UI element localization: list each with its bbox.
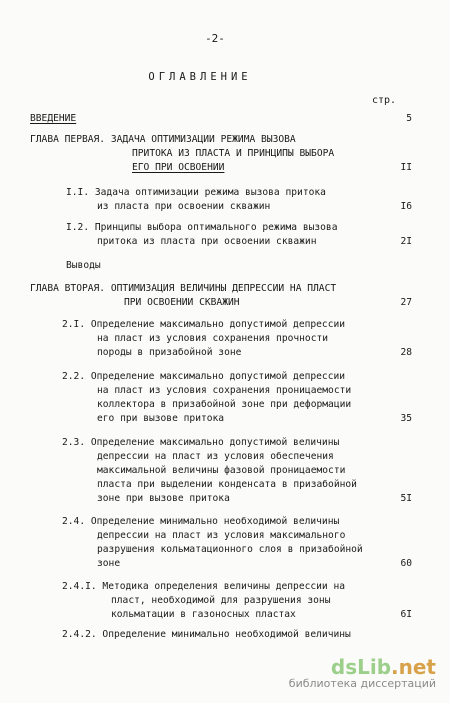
toc-line: коллектора в призабойной зоне при деформации [97,399,352,410]
toc-line: зоне при вызове притока [97,493,230,504]
toc-line: зоне [97,558,121,569]
toc-page-number: 5 [406,113,412,124]
toc-line: разрушения кольматационного слоя в призабойной [97,544,363,555]
toc-line: 2.4. Определение минимально необходимой величины [62,516,340,527]
toc-line: ПРИТОКА ИЗ ПЛАСТА И ПРИНЦИПЫ ВЫБОРА [132,148,335,159]
toc-line: ПРИ ОСВОЕНИИ СКВАЖИН [124,297,240,308]
toc-line: пласт, необходимой для разрушения зоны [111,595,331,606]
toc-line: 2.I. Определение максимально допустимой депрессии [62,319,346,330]
toc-line: депрессии на пласт из условия обеспечения [97,451,334,462]
toc-page-number: 35 [400,413,412,424]
toc-page-number: 60 [400,558,412,569]
toc-line: 2.3. Определение максимально допустимой величины [62,437,340,448]
watermark [288,655,436,691]
toc-line: кольматации в газоносных пластах [111,609,296,620]
toc-page-number: 2I [400,236,412,247]
toc-line: на пласт из условия сохранения проницаемости [97,385,352,396]
toc-line: ЕГО ПРИ ОСВОЕНИИ [132,162,225,173]
toc-line: 2.4.I. Методика определения величины депрессии на [62,581,346,592]
page-number: -2- [205,32,225,45]
toc-page-number: 28 [400,347,412,358]
toc-title: ОГЛАВЛЕНИЕ [148,71,252,83]
toc-line: I.I. Задача оптимизации режима вызова притока [66,187,326,198]
toc-line: 2.2. Определение максимально допустимой депрессии [62,371,346,382]
toc-line: его при вызове притока [97,413,225,424]
toc-line: Выводы [66,260,101,271]
toc-line: депрессии на пласт из условия максимального [97,530,346,541]
toc-line: ГЛАВА ПЕРВАЯ. ЗАДАЧА ОПТИМИЗАЦИИ РЕЖИМА ВЫЗОВА [30,134,296,145]
toc-page-number: I6 [400,201,412,212]
watermark-subtitle: библиотека диссертаций [288,676,436,690]
watermark-brand-left: dsLib [330,655,392,679]
watermark-logo [289,655,436,679]
toc-line: пласта при выделении конденсата в призабойной [97,479,357,490]
toc-page-number: 27 [400,297,412,308]
toc-line: ВВЕДЕНИЕ [30,113,77,124]
toc-line: притока из пласта при освоении скважин [97,236,317,247]
toc-line: I.2. Принципы выбора оптимального режима вызова [66,222,338,233]
toc-line: породы в призабойной зоне [97,347,242,358]
toc-line: ГЛАВА ВТОРАЯ. ОПТИМИЗАЦИЯ ВЕЛИЧИНЫ ДЕПРЕССИИ НА ПЛАСТ [30,283,337,294]
toc-line: из пласта при освоении скважин [97,201,271,212]
toc-line: 2.4.2. Определение минимально необходимой величины [62,629,351,640]
page-column-header: стр. [372,95,397,106]
toc-page-number: 5I [400,493,412,504]
toc-line: на пласт из условия сохранения прочности [97,333,329,344]
toc-line: максимальной величины фазовой проницаемости [97,465,346,476]
toc-page-number: II [400,162,412,173]
toc-page-number: 6I [400,609,412,620]
watermark-brand-right: .net [391,655,436,679]
